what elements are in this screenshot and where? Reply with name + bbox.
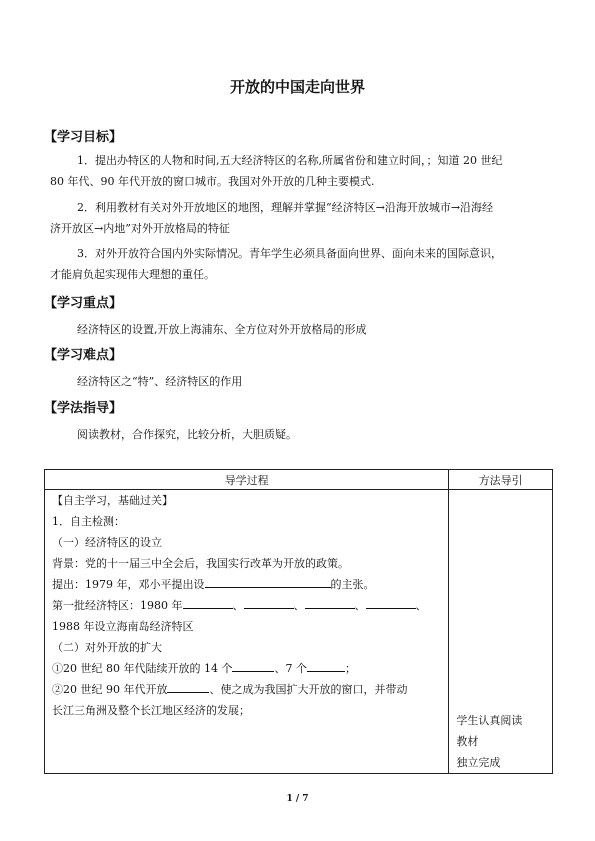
1980s-text: ①20 世纪 80 年代陆续开放的 14 个: [52, 662, 233, 675]
table-line-yangtze: 长江三角洲及整个长江地区经济的发展；: [52, 704, 250, 717]
first-sez-sep-2: 、: [293, 599, 305, 612]
method-note-1: 学生认真阅读: [456, 714, 523, 727]
proposal-blank[interactable]: [205, 574, 331, 588]
header-guide-process: 导学过程: [45, 470, 449, 490]
table-header-row: [45, 470, 553, 490]
page-title: 开放的中国走向世界: [229, 78, 365, 96]
first-sez-text: 第一批经济特区：1980 年: [52, 599, 183, 612]
table-body-row: [45, 490, 553, 774]
method-guide-cell: [449, 490, 553, 774]
table-line-background: 背景：党的十一届三中全会后，我国实行改革为开放的政策。: [52, 557, 349, 570]
table-line-hainan: 1988 年设立海南岛经济特区: [52, 620, 194, 633]
table-line-sez-setup: （一）经济特区的设立: [52, 536, 162, 549]
key-heading: 【学习重点】: [44, 296, 123, 311]
table-line-expansion: （二）对外开放的扩大: [52, 641, 162, 654]
difficulty-heading: 【学习难点】: [44, 348, 123, 363]
first-sez-blank-1[interactable]: [183, 595, 233, 609]
guide-content-cell: [45, 490, 449, 774]
key-text: 经济特区的设置,开放上海浦东、全方位对外开放格局的形成: [77, 323, 367, 336]
1990s-suffix: 、使之成为我国扩大开放的窗口，并带动: [209, 683, 408, 696]
first-sez-blank-4[interactable]: [366, 595, 416, 609]
1980s-mid: 、7 个: [274, 662, 307, 675]
method-text: 阅读教材，合作探究，比较分析，大胆质疑。: [77, 428, 297, 441]
first-sez-sep-4: 、: [415, 599, 427, 612]
guide-table: [44, 469, 553, 774]
table-line-proposal: [45, 574, 448, 595]
first-sez-sep-3: 、: [354, 599, 366, 612]
first-sez-blank-3[interactable]: [305, 595, 355, 609]
1980s-blank-1[interactable]: [232, 658, 274, 672]
table-line-1980s: [45, 658, 448, 679]
first-sez-blank-2[interactable]: [244, 595, 294, 609]
1990s-text: ②20 世纪 90 年代开放: [52, 683, 168, 696]
proposal-text: 提出：1979 年，邓小平提出设: [52, 578, 205, 591]
goals-line-4: 济开放区→内地”对外开放格局的特征: [50, 222, 230, 235]
1990s-blank[interactable]: [167, 679, 209, 693]
goals-line-1: 1．提出办特区的人物和时间,五大经济特区的名称,所属省份和建立时间，；知道 20 世纪: [77, 154, 503, 167]
header-method-guide: 方法导引: [449, 470, 553, 490]
method-note-2: 教材: [456, 735, 479, 748]
first-sez-sep-1: 、: [232, 599, 244, 612]
goals-heading: 【学习目标】: [44, 130, 123, 145]
table-line-1990s: [45, 679, 448, 700]
goals-line-3: 2．利用教材有关对外开放地区的地图，理解并掌握“经济特区→沿海开放城市→沿海经: [77, 201, 494, 214]
method-notes: [449, 490, 552, 773]
table-line-self-check: 1．自主检测：: [52, 515, 125, 528]
method-note-3: 独立完成: [456, 756, 501, 769]
method-heading: 【学法指导】: [44, 401, 123, 416]
difficulty-text: 经济特区之“特”、经济特区的作用: [77, 375, 243, 388]
table-line-self-study: 【自主学习，基础过关】: [52, 494, 173, 507]
1980s-end: ；: [344, 662, 356, 675]
1980s-blank-2[interactable]: [307, 658, 345, 672]
goals-line-2: 80 年代、90 年代开放的窗口城市。我国对外开放的几种主要模式.: [50, 175, 375, 188]
proposal-suffix: 的主张。: [330, 578, 375, 591]
goals-line-5: 3．对外开放符合国内外实际情况。青年学生必须具备面向世界、面向未来的国际意识，: [77, 247, 502, 260]
goals-line-6: 才能肩负起实现伟大理想的重任。: [50, 268, 215, 281]
page-number: 1 / 7: [286, 794, 309, 804]
table-line-first-sez: [45, 595, 448, 616]
